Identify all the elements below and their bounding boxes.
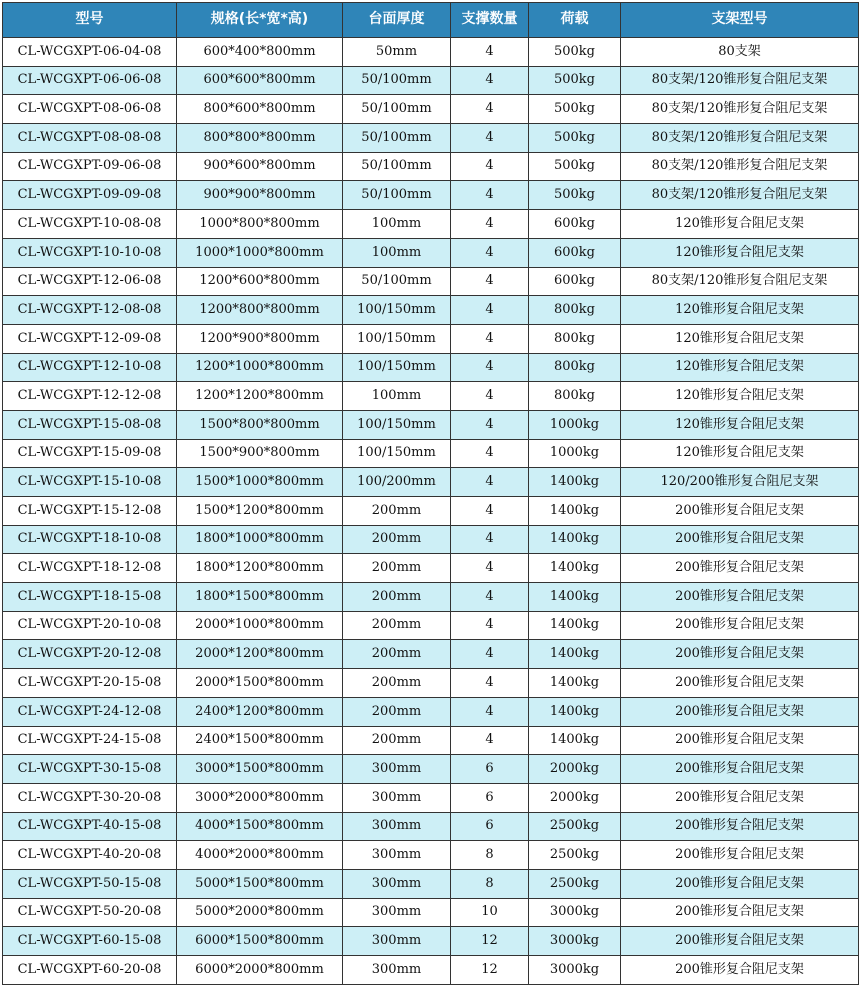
cell-model: CL-WCGXPT-24-12-08 <box>3 697 177 726</box>
cell-support-count: 12 <box>451 956 529 985</box>
cell-support-model: 120锥形复合阻尼支架 <box>621 296 859 325</box>
cell-model: CL-WCGXPT-12-10-08 <box>3 353 177 382</box>
table-row <box>3 726 859 755</box>
cell-support-count: 6 <box>451 812 529 841</box>
cell-model: CL-WCGXPT-12-09-08 <box>3 324 177 353</box>
cell-support-model: 200锥形复合阻尼支架 <box>621 841 859 870</box>
cell-support-model: 200锥形复合阻尼支架 <box>621 497 859 526</box>
cell-size: 2400*1200*800mm <box>177 697 343 726</box>
cell-load: 2000kg <box>529 783 621 812</box>
cell-model: CL-WCGXPT-10-08-08 <box>3 210 177 239</box>
cell-support-model: 200锥形复合阻尼支架 <box>621 554 859 583</box>
cell-model: CL-WCGXPT-09-06-08 <box>3 152 177 181</box>
cell-size: 900*900*800mm <box>177 181 343 210</box>
cell-support-model: 200锥形复合阻尼支架 <box>621 783 859 812</box>
cell-size: 800*600*800mm <box>177 95 343 124</box>
cell-load: 800kg <box>529 382 621 411</box>
cell-size: 4000*2000*800mm <box>177 841 343 870</box>
cell-load: 1400kg <box>529 583 621 612</box>
table-row <box>3 353 859 382</box>
cell-load: 600kg <box>529 238 621 267</box>
cell-size: 1800*1200*800mm <box>177 554 343 583</box>
table-row <box>3 324 859 353</box>
cell-support-count: 4 <box>451 324 529 353</box>
cell-size: 3000*1500*800mm <box>177 755 343 784</box>
cell-support-model: 80支架/120锥形复合阻尼支架 <box>621 181 859 210</box>
cell-support-count: 4 <box>451 238 529 267</box>
cell-size: 1200*1000*800mm <box>177 353 343 382</box>
table-row <box>3 497 859 526</box>
cell-support-model: 120锥形复合阻尼支架 <box>621 353 859 382</box>
table-row <box>3 783 859 812</box>
cell-size: 6000*1500*800mm <box>177 927 343 956</box>
cell-support-count: 4 <box>451 353 529 382</box>
cell-support-count: 4 <box>451 669 529 698</box>
cell-support-model: 200锥形复合阻尼支架 <box>621 611 859 640</box>
cell-thickness: 100/150mm <box>343 324 451 353</box>
cell-size: 800*800*800mm <box>177 124 343 153</box>
table-row <box>3 669 859 698</box>
table-row <box>3 640 859 669</box>
cell-support-model: 80支架/120锥形复合阻尼支架 <box>621 66 859 95</box>
cell-size: 1800*1000*800mm <box>177 525 343 554</box>
cell-thickness: 50/100mm <box>343 95 451 124</box>
cell-model: CL-WCGXPT-15-12-08 <box>3 497 177 526</box>
cell-load: 800kg <box>529 353 621 382</box>
table-row <box>3 812 859 841</box>
cell-support-model: 80支架/120锥形复合阻尼支架 <box>621 267 859 296</box>
cell-load: 2500kg <box>529 869 621 898</box>
cell-size: 2400*1500*800mm <box>177 726 343 755</box>
cell-thickness: 300mm <box>343 812 451 841</box>
table-row <box>3 956 859 985</box>
cell-support-count: 8 <box>451 869 529 898</box>
cell-load: 2500kg <box>529 812 621 841</box>
table-row <box>3 439 859 468</box>
cell-load: 3000kg <box>529 956 621 985</box>
cell-support-model: 200锥形复合阻尼支架 <box>621 583 859 612</box>
cell-support-model: 80支架 <box>621 38 859 67</box>
cell-load: 600kg <box>529 210 621 239</box>
cell-support-count: 4 <box>451 95 529 124</box>
cell-support-model: 200锥形复合阻尼支架 <box>621 812 859 841</box>
table-row <box>3 267 859 296</box>
cell-support-count: 4 <box>451 382 529 411</box>
cell-size: 3000*2000*800mm <box>177 783 343 812</box>
cell-load: 1400kg <box>529 611 621 640</box>
cell-support-count: 4 <box>451 525 529 554</box>
platform-spec-table <box>2 2 859 985</box>
table-row <box>3 927 859 956</box>
cell-thickness: 300mm <box>343 956 451 985</box>
cell-load: 2500kg <box>529 841 621 870</box>
cell-size: 1200*900*800mm <box>177 324 343 353</box>
cell-thickness: 100/150mm <box>343 353 451 382</box>
cell-model: CL-WCGXPT-20-12-08 <box>3 640 177 669</box>
cell-thickness: 100/150mm <box>343 296 451 325</box>
cell-support-model: 200锥形复合阻尼支架 <box>621 956 859 985</box>
cell-model: CL-WCGXPT-15-08-08 <box>3 410 177 439</box>
table-row <box>3 525 859 554</box>
cell-load: 500kg <box>529 38 621 67</box>
cell-support-model: 200锥形复合阻尼支架 <box>621 640 859 669</box>
table-row <box>3 124 859 153</box>
cell-support-count: 4 <box>451 410 529 439</box>
cell-thickness: 100mm <box>343 210 451 239</box>
cell-support-model: 80支架/120锥形复合阻尼支架 <box>621 95 859 124</box>
cell-size: 600*400*800mm <box>177 38 343 67</box>
cell-model: CL-WCGXPT-06-04-08 <box>3 38 177 67</box>
cell-support-model: 200锥形复合阻尼支架 <box>621 898 859 927</box>
table-body <box>3 38 859 985</box>
cell-support-count: 4 <box>451 296 529 325</box>
cell-thickness: 200mm <box>343 669 451 698</box>
table-header <box>3 3 859 38</box>
cell-support-count: 8 <box>451 841 529 870</box>
cell-support-count: 4 <box>451 439 529 468</box>
cell-thickness: 100/200mm <box>343 468 451 497</box>
cell-thickness: 50/100mm <box>343 66 451 95</box>
cell-model: CL-WCGXPT-15-10-08 <box>3 468 177 497</box>
cell-load: 1400kg <box>529 468 621 497</box>
cell-load: 800kg <box>529 296 621 325</box>
cell-load: 1400kg <box>529 697 621 726</box>
header-load: 荷载 <box>529 3 621 38</box>
cell-model: CL-WCGXPT-06-06-08 <box>3 66 177 95</box>
cell-support-model: 200锥形复合阻尼支架 <box>621 927 859 956</box>
cell-support-model: 120锥形复合阻尼支架 <box>621 238 859 267</box>
cell-size: 1800*1500*800mm <box>177 583 343 612</box>
cell-support-model: 120锥形复合阻尼支架 <box>621 324 859 353</box>
cell-thickness: 50/100mm <box>343 181 451 210</box>
cell-model: CL-WCGXPT-18-15-08 <box>3 583 177 612</box>
cell-model: CL-WCGXPT-40-20-08 <box>3 841 177 870</box>
cell-size: 900*600*800mm <box>177 152 343 181</box>
cell-model: CL-WCGXPT-09-09-08 <box>3 181 177 210</box>
cell-model: CL-WCGXPT-15-09-08 <box>3 439 177 468</box>
table-row <box>3 869 859 898</box>
cell-thickness: 50/100mm <box>343 152 451 181</box>
cell-model: CL-WCGXPT-50-20-08 <box>3 898 177 927</box>
cell-load: 1000kg <box>529 410 621 439</box>
cell-model: CL-WCGXPT-30-20-08 <box>3 783 177 812</box>
cell-size: 2000*1200*800mm <box>177 640 343 669</box>
cell-size: 1500*800*800mm <box>177 410 343 439</box>
cell-support-count: 6 <box>451 783 529 812</box>
table-row <box>3 468 859 497</box>
cell-support-count: 4 <box>451 210 529 239</box>
cell-thickness: 50/100mm <box>343 124 451 153</box>
cell-thickness: 50/100mm <box>343 267 451 296</box>
cell-size: 1500*900*800mm <box>177 439 343 468</box>
cell-size: 1500*1000*800mm <box>177 468 343 497</box>
cell-load: 1400kg <box>529 669 621 698</box>
cell-thickness: 50mm <box>343 38 451 67</box>
cell-size: 5000*2000*800mm <box>177 898 343 927</box>
cell-thickness: 200mm <box>343 497 451 526</box>
cell-load: 500kg <box>529 181 621 210</box>
header-row <box>3 3 859 38</box>
table-row <box>3 152 859 181</box>
cell-thickness: 100mm <box>343 382 451 411</box>
cell-load: 3000kg <box>529 898 621 927</box>
cell-model: CL-WCGXPT-20-10-08 <box>3 611 177 640</box>
cell-support-count: 4 <box>451 38 529 67</box>
table-row <box>3 181 859 210</box>
cell-load: 500kg <box>529 95 621 124</box>
cell-support-count: 4 <box>451 66 529 95</box>
cell-size: 600*600*800mm <box>177 66 343 95</box>
cell-thickness: 200mm <box>343 525 451 554</box>
cell-size: 2000*1000*800mm <box>177 611 343 640</box>
cell-load: 2000kg <box>529 755 621 784</box>
cell-thickness: 300mm <box>343 869 451 898</box>
cell-load: 1000kg <box>529 439 621 468</box>
cell-thickness: 300mm <box>343 755 451 784</box>
cell-load: 1400kg <box>529 554 621 583</box>
header-size: 规格(长*宽*高) <box>177 3 343 38</box>
cell-support-model: 120锥形复合阻尼支架 <box>621 382 859 411</box>
cell-size: 2000*1500*800mm <box>177 669 343 698</box>
cell-size: 4000*1500*800mm <box>177 812 343 841</box>
table-row <box>3 38 859 67</box>
cell-model: CL-WCGXPT-18-12-08 <box>3 554 177 583</box>
header-support-model: 支架型号 <box>621 3 859 38</box>
cell-model: CL-WCGXPT-08-08-08 <box>3 124 177 153</box>
cell-load: 800kg <box>529 324 621 353</box>
cell-support-count: 12 <box>451 927 529 956</box>
cell-support-count: 4 <box>451 152 529 181</box>
header-thickness: 台面厚度 <box>343 3 451 38</box>
table-row <box>3 697 859 726</box>
cell-support-model: 200锥形复合阻尼支架 <box>621 697 859 726</box>
cell-support-model: 200锥形复合阻尼支架 <box>621 755 859 784</box>
cell-support-count: 4 <box>451 181 529 210</box>
table-row <box>3 841 859 870</box>
cell-model: CL-WCGXPT-12-06-08 <box>3 267 177 296</box>
table-row <box>3 238 859 267</box>
table-row <box>3 611 859 640</box>
cell-size: 1200*800*800mm <box>177 296 343 325</box>
cell-model: CL-WCGXPT-10-10-08 <box>3 238 177 267</box>
cell-support-model: 120/200锥形复合阻尼支架 <box>621 468 859 497</box>
cell-support-count: 4 <box>451 640 529 669</box>
cell-thickness: 200mm <box>343 697 451 726</box>
table-row <box>3 210 859 239</box>
cell-thickness: 300mm <box>343 841 451 870</box>
cell-support-model: 120锥形复合阻尼支架 <box>621 210 859 239</box>
cell-support-model: 120锥形复合阻尼支架 <box>621 410 859 439</box>
cell-support-model: 80支架/120锥形复合阻尼支架 <box>621 152 859 181</box>
cell-size: 1200*1200*800mm <box>177 382 343 411</box>
cell-model: CL-WCGXPT-12-12-08 <box>3 382 177 411</box>
cell-thickness: 200mm <box>343 640 451 669</box>
cell-support-count: 4 <box>451 554 529 583</box>
cell-thickness: 300mm <box>343 927 451 956</box>
cell-load: 500kg <box>529 152 621 181</box>
cell-support-count: 4 <box>451 267 529 296</box>
cell-thickness: 100mm <box>343 238 451 267</box>
cell-load: 1400kg <box>529 525 621 554</box>
cell-size: 6000*2000*800mm <box>177 956 343 985</box>
cell-model: CL-WCGXPT-60-15-08 <box>3 927 177 956</box>
cell-load: 1400kg <box>529 640 621 669</box>
table-row <box>3 410 859 439</box>
cell-support-count: 4 <box>451 583 529 612</box>
cell-model: CL-WCGXPT-30-15-08 <box>3 755 177 784</box>
cell-support-count: 4 <box>451 124 529 153</box>
cell-support-model: 200锥形复合阻尼支架 <box>621 869 859 898</box>
cell-support-model: 80支架/120锥形复合阻尼支架 <box>621 124 859 153</box>
cell-size: 1000*800*800mm <box>177 210 343 239</box>
cell-model: CL-WCGXPT-20-15-08 <box>3 669 177 698</box>
cell-thickness: 200mm <box>343 583 451 612</box>
table-row <box>3 554 859 583</box>
cell-support-count: 4 <box>451 726 529 755</box>
cell-model: CL-WCGXPT-24-15-08 <box>3 726 177 755</box>
cell-support-count: 4 <box>451 697 529 726</box>
cell-support-model: 200锥形复合阻尼支架 <box>621 525 859 554</box>
cell-support-model: 200锥形复合阻尼支架 <box>621 726 859 755</box>
cell-load: 3000kg <box>529 927 621 956</box>
table-row <box>3 95 859 124</box>
header-model: 型号 <box>3 3 177 38</box>
spec-sheet <box>2 2 858 975</box>
cell-load: 500kg <box>529 124 621 153</box>
cell-model: CL-WCGXPT-40-15-08 <box>3 812 177 841</box>
cell-size: 5000*1500*800mm <box>177 869 343 898</box>
cell-size: 1000*1000*800mm <box>177 238 343 267</box>
cell-load: 1400kg <box>529 497 621 526</box>
table-row <box>3 755 859 784</box>
table-row <box>3 583 859 612</box>
cell-thickness: 300mm <box>343 783 451 812</box>
header-support-count: 支撑数量 <box>451 3 529 38</box>
cell-load: 600kg <box>529 267 621 296</box>
cell-thickness: 200mm <box>343 726 451 755</box>
cell-thickness: 100/150mm <box>343 410 451 439</box>
cell-support-count: 10 <box>451 898 529 927</box>
cell-thickness: 100/150mm <box>343 439 451 468</box>
cell-load: 1400kg <box>529 726 621 755</box>
cell-thickness: 300mm <box>343 898 451 927</box>
cell-support-count: 4 <box>451 468 529 497</box>
cell-model: CL-WCGXPT-60-20-08 <box>3 956 177 985</box>
cell-model: CL-WCGXPT-08-06-08 <box>3 95 177 124</box>
cell-thickness: 200mm <box>343 554 451 583</box>
cell-support-count: 6 <box>451 755 529 784</box>
cell-thickness: 200mm <box>343 611 451 640</box>
cell-model: CL-WCGXPT-50-15-08 <box>3 869 177 898</box>
cell-support-count: 4 <box>451 497 529 526</box>
table-row <box>3 898 859 927</box>
cell-support-count: 4 <box>451 611 529 640</box>
cell-size: 1200*600*800mm <box>177 267 343 296</box>
cell-model: CL-WCGXPT-18-10-08 <box>3 525 177 554</box>
cell-model: CL-WCGXPT-12-08-08 <box>3 296 177 325</box>
table-row <box>3 296 859 325</box>
cell-size: 1500*1200*800mm <box>177 497 343 526</box>
table-row <box>3 66 859 95</box>
cell-load: 500kg <box>529 66 621 95</box>
cell-support-model: 200锥形复合阻尼支架 <box>621 669 859 698</box>
cell-support-model: 120锥形复合阻尼支架 <box>621 439 859 468</box>
table-row <box>3 382 859 411</box>
